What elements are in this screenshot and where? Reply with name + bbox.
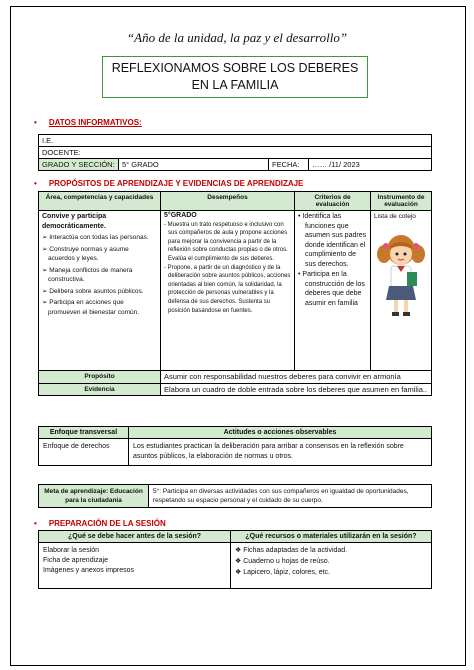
preparacion-heading: • PREPARACIÓN DE LA SESIÓN bbox=[34, 519, 166, 528]
criterio-item: • Identifica las funciones que asumen sus padres donde identifican el cumplimiento de sus derechos. bbox=[298, 213, 367, 268]
instrumento-cell bbox=[371, 211, 432, 371]
preparacion-table bbox=[38, 530, 432, 589]
meta-table bbox=[38, 484, 432, 508]
desempeno-item: - Muestra un trato respetuoso e inclusivo con sus compañeros de aula y propone acciones para mejorar la convivencia a partir de la reflexión sobre conductas propias o de otros. Evalúa el cumplimiento de sus deberes. bbox=[164, 221, 288, 262]
fecha-label: FECHA: bbox=[269, 159, 309, 171]
competencias-table bbox=[38, 191, 432, 396]
recursos-cell bbox=[231, 543, 432, 589]
ie-label: I.E. bbox=[39, 135, 432, 147]
fecha-value: …… /11/ 2023 bbox=[309, 159, 432, 171]
header-instrumento: Instrumento de evaluación bbox=[371, 192, 432, 211]
recursos-header: ¿Qué recursos o materiales utilizarán en la sesión? bbox=[231, 531, 432, 543]
propositos-heading: • PROPÓSITOS DE APRENDIZAJE Y EVIDENCIAS DE APRENDIZAJE bbox=[34, 179, 304, 188]
antes-item: Imágenes y anexos impresos bbox=[43, 567, 135, 574]
enfoque-header: Enfoque transversal bbox=[39, 427, 129, 439]
header-criterios: Criterios de evaluación bbox=[295, 192, 371, 211]
antes-item: Ficha de aprendizaje bbox=[43, 557, 108, 564]
capacidad-item: ➢ Construye normas y asume acuerdos y leyes. bbox=[42, 245, 129, 262]
info-table bbox=[38, 134, 432, 171]
header-desempenos: Desempeños bbox=[161, 192, 295, 211]
capacidad-item: ➢ Maneja conflictos de manera constructiva. bbox=[42, 266, 133, 283]
year-motto: “Año de la unidad, la paz y el desarrollo” bbox=[126, 30, 348, 45]
evidencia-value: Elabora un cuadro de doble entrada sobre los deberes que asumen en familia.. bbox=[161, 383, 432, 396]
meta-value: 5°: Participa en diversas actividades con sus compañeros en igualdad de oportunidades, respetando su espacio personal y el cuidado de su cuerpo. bbox=[149, 485, 432, 508]
evidencia-label: Evidencia bbox=[39, 383, 161, 396]
antes-cell bbox=[39, 543, 231, 589]
recurso-item: ❖ Cuaderno u hojas de reúso. bbox=[235, 558, 330, 565]
header-area: Área, competencias y capacidades bbox=[39, 192, 161, 211]
criterios-cell bbox=[295, 211, 371, 371]
grado-value: 5° GRADO bbox=[119, 159, 269, 171]
capacidad-item: ➢ Interactúa con todas las personas. bbox=[42, 234, 149, 241]
antes-item: Elaborar la sesión bbox=[43, 547, 100, 554]
antes-header: ¿Qué se debe hacer antes de la sesión? bbox=[39, 531, 231, 543]
competencia-title: Convive y participa democráticamente. bbox=[42, 213, 107, 230]
area-cell bbox=[39, 211, 161, 371]
schoolgirl-illustration bbox=[376, 230, 426, 320]
grado-label: GRADO Y SECCIÓN: bbox=[39, 159, 119, 171]
instrumento-value: Lista de cotejo bbox=[374, 213, 416, 220]
recurso-item: ❖ Fichas adaptadas de la actividad. bbox=[235, 547, 348, 554]
actitudes-value: Los estudiantes practican la deliberación para arribar a consensos en la reflexión sobre asuntos públicos, la elaboración de normas u otros. bbox=[129, 439, 432, 466]
criterio-item: • Participa en la construcción de los deberes que debe asumir en familia bbox=[298, 271, 365, 307]
enfoque-value: Enfoque de derechos bbox=[39, 439, 129, 466]
capacidad-item: ➢ Participa en acciones que promueven el bienestar común. bbox=[42, 299, 140, 316]
actitudes-header: Actitudes o acciones observables bbox=[129, 427, 432, 439]
datos-heading: • DATOS INFORMATIVOS: bbox=[34, 118, 142, 127]
recurso-item: ❖ Lapicero, lápiz, colores, etc. bbox=[235, 569, 330, 576]
grado-title: 5°GRADO bbox=[164, 212, 197, 219]
session-title: REFLEXIONAMOS SOBRE LOS DEBERES EN LA FAMILIA bbox=[102, 56, 368, 98]
meta-label: Meta de aprendizaje: Educación para la ciudadanía bbox=[39, 485, 149, 508]
capacidad-item: ➢ Delibera sobre asuntos públicos. bbox=[42, 287, 144, 295]
enfoque-table bbox=[38, 426, 432, 466]
proposito-label: Propósito bbox=[39, 371, 161, 384]
desempeno-item: - Propone, a partir de un diagnóstico y de la deliberación sobre asuntos públicos, acciones orientadas al bien común, la solidaridad, la protección de personas vulnerables y la defensa de sus derechos. Sustenta su posición basándose en fuentes. bbox=[164, 264, 291, 314]
desempenos-cell bbox=[161, 211, 295, 371]
proposito-value: Asumir con responsabilidad nuestros deberes para convivir en armonía bbox=[161, 371, 432, 384]
docente-label: DOCENTE: bbox=[39, 147, 432, 159]
